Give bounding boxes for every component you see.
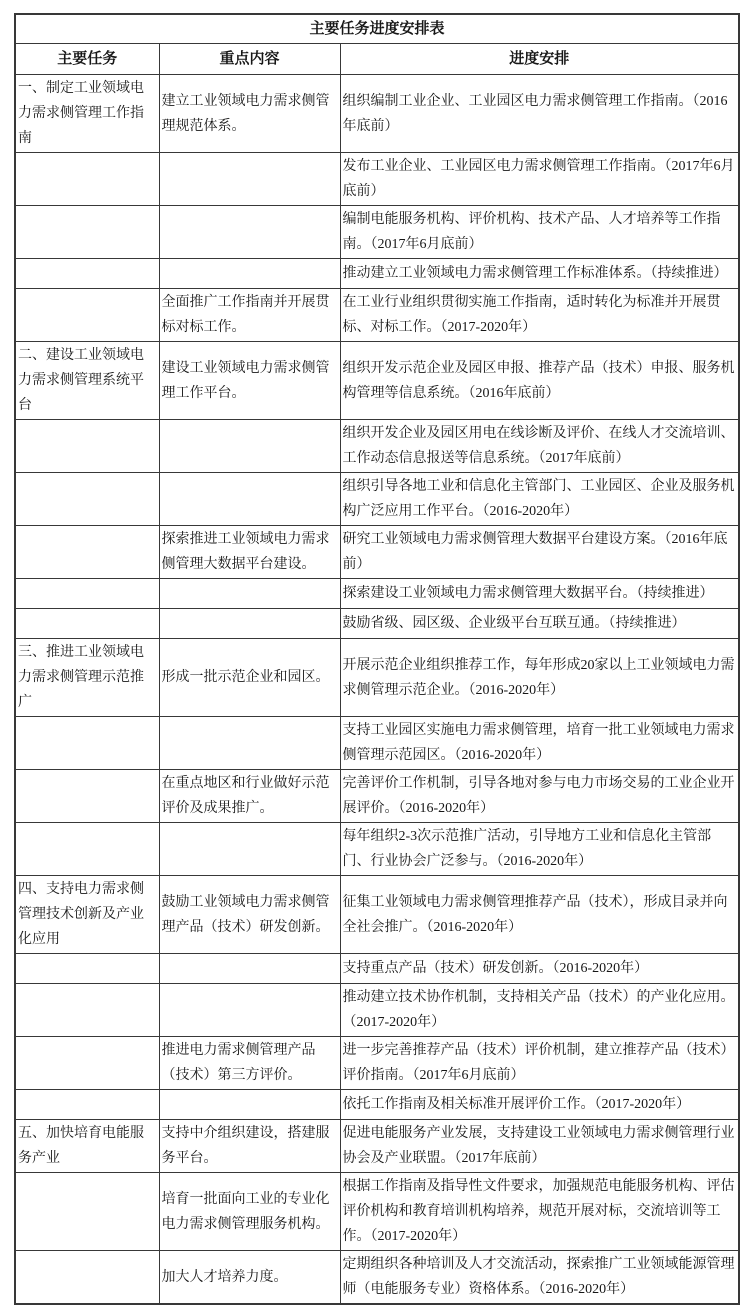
task-cell: 三、推进工业领域电力需求侧管理示范推广 [15, 639, 159, 717]
content-cell: 建立工业领域电力需求侧管理规范体系。 [159, 75, 340, 153]
column-header-content: 重点内容 [159, 44, 340, 75]
content-cell [159, 823, 340, 876]
schedule-cell: 支持重点产品（技术）研发创新。（2016-2020年） [340, 954, 739, 984]
table-row [15, 342, 739, 420]
table-row [15, 1251, 739, 1305]
content-cell [159, 1090, 340, 1120]
content-cell [159, 579, 340, 609]
table-row [15, 75, 739, 153]
content-cell: 全面推广工作指南并开展贯标对标工作。 [159, 289, 340, 342]
content-cell: 推进电力需求侧管理产品（技术）第三方评价。 [159, 1037, 340, 1090]
content-cell: 在重点地区和行业做好示范评价及成果推广。 [159, 770, 340, 823]
schedule-cell: 定期组织各种培训及人才交流活动，探索推广工业领域能源管理师（电能服务专业）资格体系。（2016-2020年） [340, 1251, 739, 1305]
schedule-cell: 开展示范企业组织推荐工作，每年形成20家以上工业领域电力需求侧管理示范企业。（2016-2020年） [340, 639, 739, 717]
schedule-cell: 依托工作指南及相关标准开展评价工作。（2017-2020年） [340, 1090, 739, 1120]
table-row [15, 639, 739, 717]
table-row [15, 579, 739, 609]
task-cell: 二、建设工业领域电力需求侧管理系统平台 [15, 342, 159, 420]
content-cell [159, 984, 340, 1037]
task-cell [15, 206, 159, 259]
schedule-cell: 每年组织2-3次示范推广活动，引导地方工业和信息化主管部门、行业协会广泛参与。（2016-2020年） [340, 823, 739, 876]
table-row [15, 420, 739, 473]
table-row [15, 823, 739, 876]
task-schedule-table [14, 13, 740, 1305]
content-cell [159, 206, 340, 259]
table-row [15, 1173, 739, 1251]
table-row [15, 954, 739, 984]
content-cell [159, 473, 340, 526]
table-row [15, 473, 739, 526]
schedule-cell: 组织编制工业企业、工业园区电力需求侧管理工作指南。（2016年底前） [340, 75, 739, 153]
schedule-cell: 研究工业领域电力需求侧管理大数据平台建设方案。（2016年底前） [340, 526, 739, 579]
task-cell: 四、支持电力需求侧管理技术创新及产业化应用 [15, 876, 159, 954]
schedule-cell: 征集工业领域电力需求侧管理推荐产品（技术），形成目录并向全社会推广。（2016-2020年） [340, 876, 739, 954]
content-cell [159, 420, 340, 473]
schedule-cell: 组织开发企业及园区用电在线诊断及评价、在线人才交流培训、工作动态信息报送等信息系统。（2017年底前） [340, 420, 739, 473]
task-cell [15, 526, 159, 579]
task-cell [15, 473, 159, 526]
schedule-cell: 编制电能服务机构、评价机构、技术产品、人才培养等工作指南。（2017年6月底前） [340, 206, 739, 259]
table-row [15, 770, 739, 823]
table-row [15, 1037, 739, 1090]
schedule-cell: 探索建设工业领域电力需求侧管理大数据平台。（持续推进） [340, 579, 739, 609]
table-title-row [15, 14, 739, 44]
content-cell [159, 153, 340, 206]
content-cell: 支持中介组织建设，搭建服务平台。 [159, 1120, 340, 1173]
table-row [15, 206, 739, 259]
content-cell: 探索推进工业领域电力需求侧管理大数据平台建设。 [159, 526, 340, 579]
schedule-cell: 促进电能服务产业发展，支持建设工业领域电力需求侧管理行业协会及产业联盟。（2017年底前） [340, 1120, 739, 1173]
table-row [15, 526, 739, 579]
task-cell [15, 717, 159, 770]
schedule-cell: 发布工业企业、工业园区电力需求侧管理工作指南。（2017年6月底前） [340, 153, 739, 206]
schedule-cell: 推动建立工业领域电力需求侧管理工作标准体系。（持续推进） [340, 259, 739, 289]
task-cell [15, 579, 159, 609]
table-row [15, 609, 739, 639]
table-row [15, 289, 739, 342]
table-row [15, 1120, 739, 1173]
schedule-cell: 鼓励省级、园区级、企业级平台互联互通。（持续推进） [340, 609, 739, 639]
task-cell [15, 984, 159, 1037]
table-row [15, 984, 739, 1037]
schedule-cell: 在工业行业组织贯彻实施工作指南，适时转化为标准并开展贯标、对标工作。（2017-2020年） [340, 289, 739, 342]
table-title: 主要任务进度安排表 [15, 14, 739, 44]
table-row [15, 717, 739, 770]
table-row [15, 153, 739, 206]
table-row [15, 1090, 739, 1120]
column-header-task: 主要任务 [15, 44, 159, 75]
task-cell [15, 259, 159, 289]
content-cell: 鼓励工业领域电力需求侧管理产品（技术）研发创新。 [159, 876, 340, 954]
task-cell: 一、制定工业领域电力需求侧管理工作指南 [15, 75, 159, 153]
schedule-cell: 支持工业园区实施电力需求侧管理，培育一批工业领域电力需求侧管理示范园区。（2016-2020年） [340, 717, 739, 770]
task-cell [15, 609, 159, 639]
content-cell [159, 954, 340, 984]
task-cell: 五、加快培育电能服务产业 [15, 1120, 159, 1173]
task-cell [15, 1037, 159, 1090]
task-cell [15, 420, 159, 473]
schedule-cell: 根据工作指南及指导性文件要求，加强规范电能服务机构、评估评价机构和教育培训机构培养，规范开展对标，交流培训等工作。（2017-2020年） [340, 1173, 739, 1251]
table-row [15, 259, 739, 289]
content-cell: 培育一批面向工业的专业化电力需求侧管理服务机构。 [159, 1173, 340, 1251]
schedule-cell: 推动建立技术协作机制，支持相关产品（技术）的产业化应用。（2017-2020年） [340, 984, 739, 1037]
content-cell: 加大人才培养力度。 [159, 1251, 340, 1305]
task-cell [15, 770, 159, 823]
schedule-cell: 完善评价工作机制，引导各地对参与电力市场交易的工业企业开展评价。（2016-2020年） [340, 770, 739, 823]
task-cell [15, 954, 159, 984]
content-cell: 建设工业领域电力需求侧管理工作平台。 [159, 342, 340, 420]
content-cell: 形成一批示范企业和园区。 [159, 639, 340, 717]
task-cell [15, 153, 159, 206]
task-cell [15, 823, 159, 876]
table-header-row [15, 44, 739, 75]
table-row [15, 876, 739, 954]
table-body [15, 75, 739, 1305]
task-cell [15, 1251, 159, 1305]
schedule-cell: 组织引导各地工业和信息化主管部门、工业园区、企业及服务机构广泛应用工作平台。（2016-2020年） [340, 473, 739, 526]
task-cell [15, 1090, 159, 1120]
schedule-cell: 组织开发示范企业及园区申报、推荐产品（技术）申报、服务机构管理等信息系统。（2016年底前） [340, 342, 739, 420]
schedule-cell: 进一步完善推荐产品（技术）评价机制，建立推荐产品（技术）评价指南。（2017年6月底前） [340, 1037, 739, 1090]
task-cell [15, 1173, 159, 1251]
content-cell [159, 259, 340, 289]
column-header-schedule: 进度安排 [340, 44, 739, 75]
content-cell [159, 609, 340, 639]
task-cell [15, 289, 159, 342]
content-cell [159, 717, 340, 770]
